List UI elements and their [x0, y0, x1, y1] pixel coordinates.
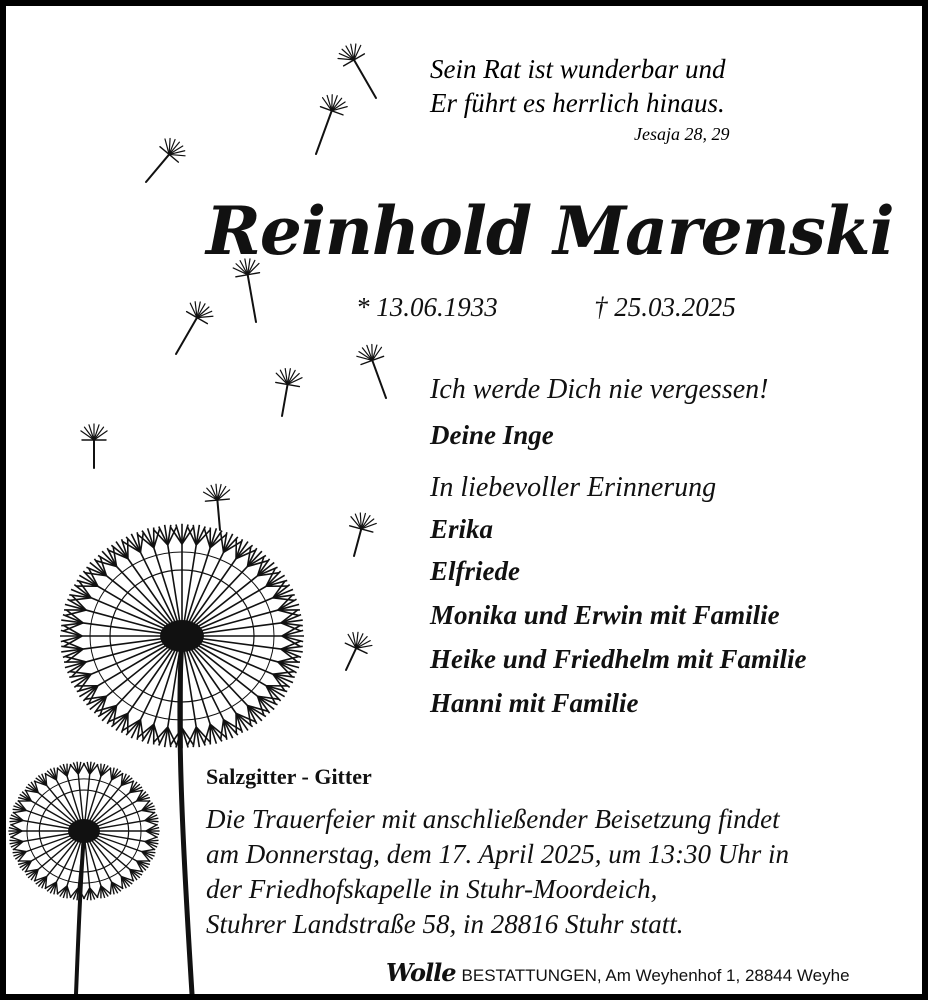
- mourner-name: Elfriede: [430, 556, 520, 586]
- death-date: † 25.03.2025: [594, 292, 736, 322]
- funeral-home-logo: Wolle: [386, 958, 456, 987]
- spouse-name: Deine Inge: [430, 420, 554, 450]
- funeral-home-footer: [386, 958, 850, 987]
- service-line: Die Trauerfeier mit anschließender Beisetzung findet: [206, 804, 780, 834]
- deceased-name: Reinhold Marenski: [206, 192, 894, 270]
- mourner-name: Erika: [430, 514, 494, 544]
- mourner-name: Hanni mit Familie: [430, 688, 639, 718]
- mourner-name: Heike und Friedhelm mit Familie: [430, 644, 807, 674]
- remembrance-line: In liebevoller Erinnerung: [430, 472, 717, 503]
- verse-line-1: Sein Rat ist wunderbar und: [430, 54, 726, 84]
- service-line: Stuhrer Landstraße 58, in 28816 Stuhr statt.: [206, 909, 684, 939]
- birth-date: * 13.06.1933: [356, 292, 498, 322]
- funeral-home-address: BESTATTUNGEN, Am Weyhenhof 1, 28844 Weyhe: [461, 966, 850, 985]
- bible-verse: [430, 52, 726, 120]
- service-line: der Friedhofskapelle in Stuhr-Moordeich,: [206, 874, 658, 904]
- mourner-name: Monika und Erwin mit Familie: [430, 600, 780, 630]
- service-details: [206, 802, 789, 942]
- farewell-line: Ich werde Dich nie vergessen!: [430, 374, 769, 405]
- verse-reference: Jesaja 28, 29: [634, 124, 730, 144]
- service-place: Salzgitter - Gitter: [206, 764, 372, 789]
- service-line: am Donnerstag, dem 17. April 2025, um 13:30 Uhr in: [206, 839, 789, 869]
- verse-line-2: Er führt es herrlich hinaus.: [430, 88, 725, 118]
